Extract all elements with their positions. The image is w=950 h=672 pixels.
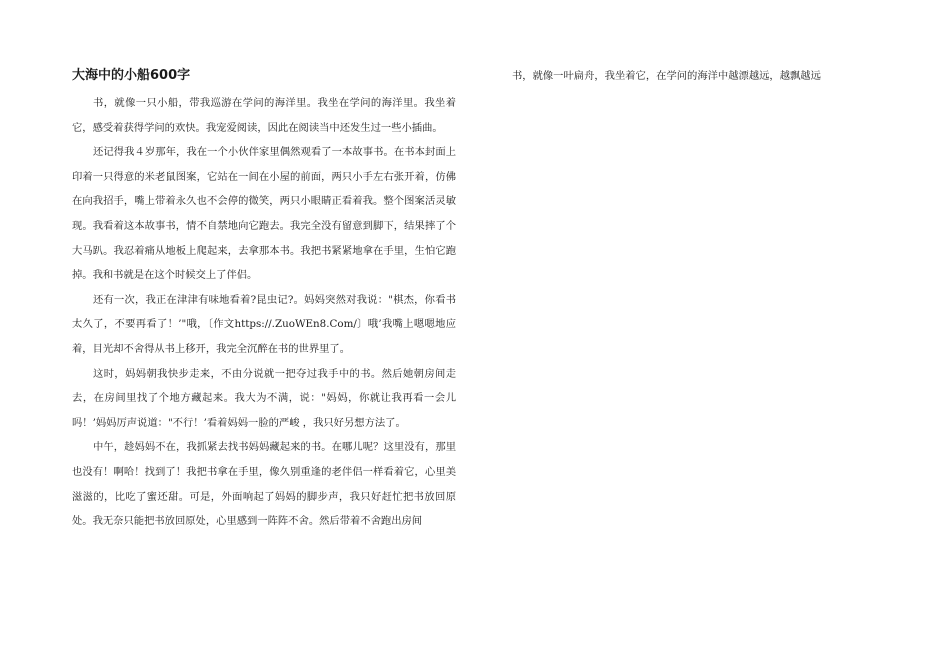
left-column (72, 91, 456, 534)
paragraph-3: 还有一次，我正在津津有味地看着?昆虫记?。妈妈突然对我说："棋杰，你看书太久了，不要再看了！’"哦，〔作文https://.ZuoWEn8.Com/〕哦’我嘴上嗯嗯地应着，目光却不舍得从书上移开，我完全沉醉在书的世界里了。 (72, 293, 456, 355)
right-column-text: 书，就像一叶扁舟，我坐着它，在学问的海洋中越漂越远，越飘越远 (512, 70, 821, 82)
paragraph-5: 中午，趁妈妈不在，我抓紧去找书妈妈藏起来的书。在哪儿呢？这里没有，那里也没有！啊哈！找到了！我把书拿在手里，像久别重逢的老伴侣一样看着它，心里美滋滋的，比吃了蜜还甜。可是，外面响起了妈妈的脚步声，我只好赶忙把书放回原处。我无奈只能把书放回原处，心里感到一阵阵不舍。然后带着不舍跑出房间 (72, 441, 456, 528)
paragraph-4: 这时，妈妈朝我快步走来，不由分说就一把夺过我手中的书。然后她朝房间走去，在房间里找了个地方藏起来。我大为不满，说："妈妈，你就让我再看一会儿吗！’妈妈厉声说道："不行！’看着妈妈一脸的严峻 ，我只好另想方法了。 (72, 367, 456, 429)
paragraph-2: 还记得我４岁那年，我在一个小伙伴家里偶然观看了一本故事书。在书本封面上印着一只得意的米老鼠图案，它站在一间在小屋的前面，两只小手左右张开着，仿佛在向我招手，嘴上带着永久也不会停的微笑，两只小眼睛正看着我。整个图案活灵敏现。我看着这本故事书，情不自禁地向它跑去。我完全没有留意到脚下，结果摔了个大马趴。我忍着痛从地板上爬起来，去拿那本书。我把书紧紧地拿在手里，生怕它跑掉。我和书就是在这个时候交上了伴侣。 (72, 146, 456, 282)
paragraph-1: 书，就像一只小船，带我巡游在学问的海洋里。我坐在学问的海洋里。我坐着它，感受着获得学问的欢快。我宠爱阅读，因此在阅读当中还发生过一些小插曲。 (72, 97, 456, 134)
document-title: 大海中的小船600字 (72, 68, 191, 83)
